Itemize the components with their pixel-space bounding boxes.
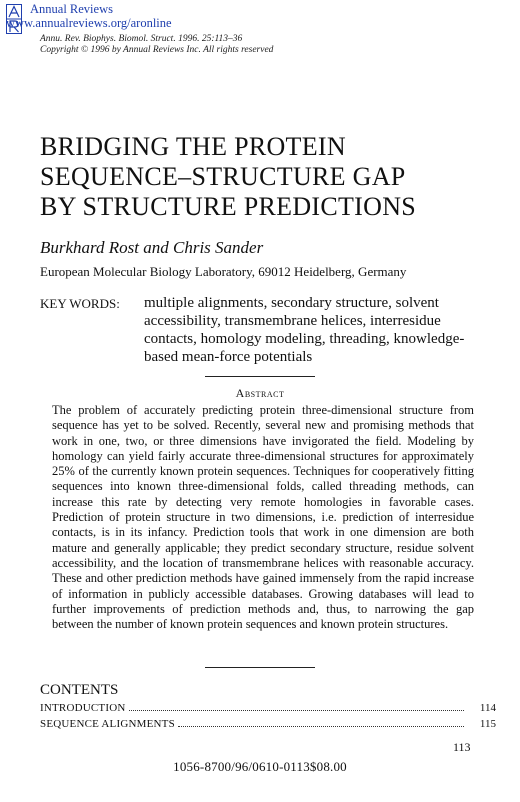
toc-entry-title: INTRODUCTION	[40, 702, 126, 714]
journal-citation: Annu. Rev. Biophys. Biomol. Struct. 1996. 25:113–36	[40, 34, 243, 44]
abstract-heading: Abstract	[235, 386, 285, 400]
title-line-1: BRIDGING THE PROTEIN	[40, 132, 346, 161]
toc-entry-page: 115	[479, 718, 496, 730]
authors: Burkhard Rost and Chris Sander	[40, 238, 264, 257]
title-line-3: BY STRUCTURE PREDICTIONS	[40, 192, 417, 221]
keywords-list: multiple alignments, secondary structure, solvent accessibility, transmembrane helices, interresidue contacts, homology modeling, threading, knowledge-based mean-force potentials	[144, 295, 465, 365]
annual-reviews-link[interactable]: Annual Reviews	[30, 2, 113, 16]
abstract-text: The problem of accurately predicting protein three-dimensional structure from sequence has yet to be solved. Recently, several new and promising methods that work in one, two, or three dimensions have invigorated the field. Modeling by homology can yield fairly accurate three-dimensional structures for approximately 25% of the currently known protein sequences. Techniques for cooperatively fitting sequences into known three-dimensional folds, called threading methods, can increase this rate by detecting very remote homologies in favorable cases. Prediction of protein structure in two dimensions, i.e. prediction of interresidue contacts, is in its infancy. Prediction tools that work in one dimension are both mature and generally applicable; they predict secondary structure, residue solvent accessibility, and the location of transmembrane helices with reasonable accuracy. These and other prediction methods have gained immensely from the rapid increase of information in publicly accessible databases. Growing databases will lead to further improvements of prediction methods and, thus, to narrowing the gap between the number of known protein sequences and known protein structures.	[52, 403, 474, 632]
toc-entry-introduction[interactable]	[40, 702, 496, 714]
copyright-notice: Copyright © 1996 by Annual Reviews Inc. All rights reserved	[40, 45, 274, 55]
contents-heading: CONTENTS	[40, 682, 119, 698]
toc-entry-title: SEQUENCE ALIGNMENTS	[40, 718, 175, 730]
toc-leader-dots	[129, 710, 464, 711]
title-line-2: SEQUENCE–STRUCTURE GAP	[40, 162, 406, 191]
keywords-label: KEY WORDS:	[40, 296, 120, 311]
article-title	[40, 132, 500, 222]
divider-rule	[205, 376, 315, 377]
toc-entry-sequence-alignments[interactable]	[40, 718, 496, 730]
divider-rule	[205, 667, 315, 668]
affiliation: European Molecular Biology Laboratory, 69012 Heidelberg, Germany	[40, 264, 407, 279]
toc-leader-dots	[178, 726, 464, 727]
aronline-link[interactable]: www.annualreviews.org/aronline	[6, 16, 172, 30]
page-number: 113	[453, 740, 471, 754]
toc-entry-page: 114	[479, 702, 496, 714]
price-code: 1056-8700/96/0610-0113$08.00	[173, 759, 347, 774]
